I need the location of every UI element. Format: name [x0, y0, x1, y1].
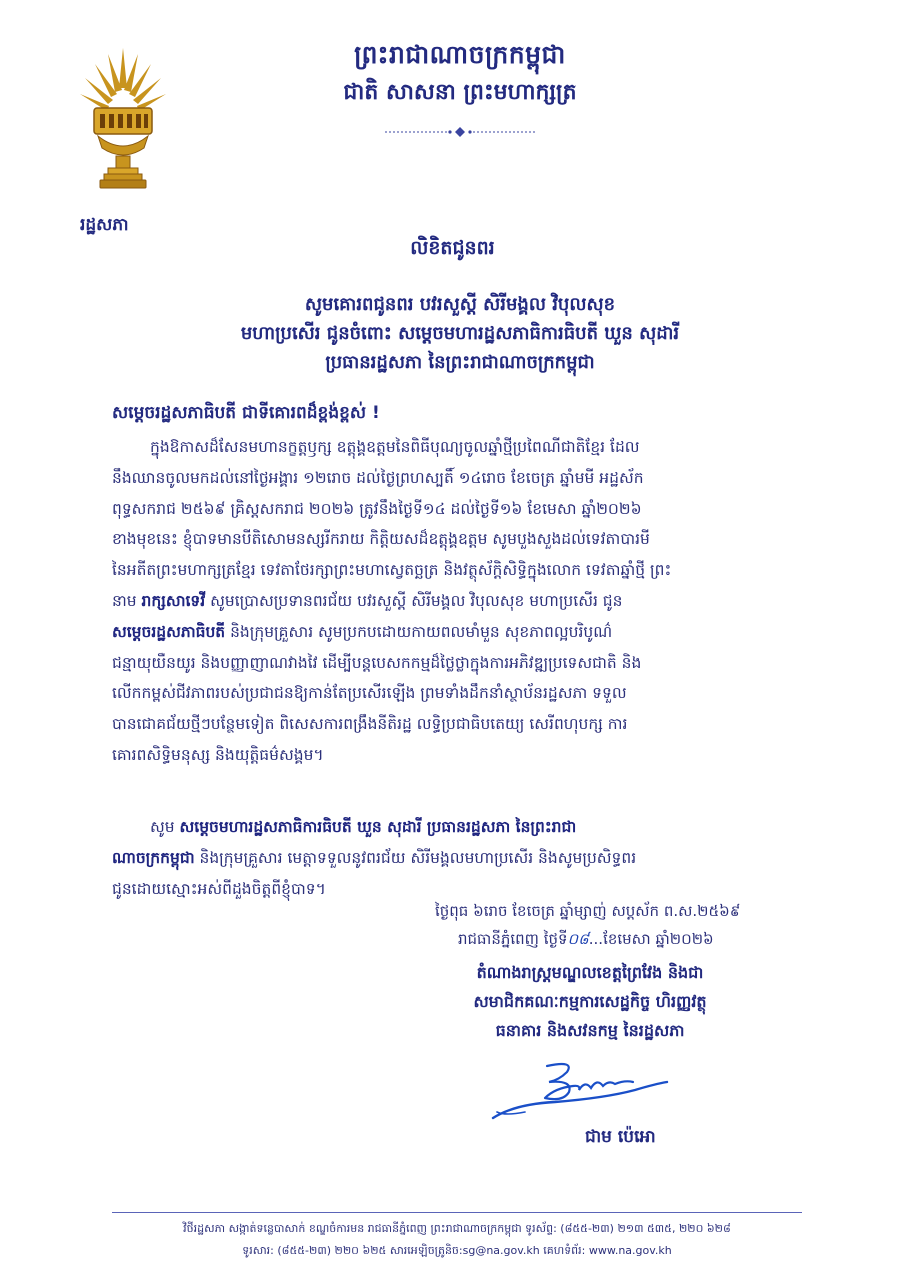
- handwritten-day: ០៨: [567, 930, 589, 948]
- body-line: សម្តេចរដ្ឋសភាធិបតី និងក្រុមគ្រួសារ សូមប្រកបដោយកាយពលមាំមួន សុខភាពល្អបរិបូណ៌: [112, 622, 613, 641]
- salutation-line: មហាប្រសើរ ជូនចំពោះ សម្តេចមហារដ្ឋសភាធិការធិបតី ឃួន សុដារី: [240, 323, 680, 344]
- month-suffix: ...ខែមេសា ឆ្នាំ២០២៦: [588, 930, 714, 948]
- signatory-title-block: [380, 958, 800, 1045]
- document-title: លិខិតជូនពរ: [410, 237, 495, 259]
- institution-name: រដ្ឋសភា: [80, 215, 129, 235]
- body-line: នឹងឈានចូលមកដល់នៅថ្ងៃអង្គារ ១២រោច ដល់ថ្ងៃព្រហស្បតិ៍ ១៤រោច ខែចេត្រ ឆ្នាំមមី អដ្ឋស័ក: [112, 468, 644, 487]
- place-date: [458, 930, 714, 952]
- footer-divider: [112, 1212, 802, 1213]
- salutation-line: ប្រធានរដ្ឋសភា នៃព្រះរាជាណាចក្រកម្ពុជា: [325, 352, 595, 373]
- closing-paragraph: [112, 812, 792, 904]
- signatory-title-line: សមាជិកគណៈកម្មការសេដ្ឋកិច្ច ហិរញ្ញវត្ថុ: [473, 992, 707, 1011]
- signatory-name: ជាម ប៉េអោ: [585, 1127, 656, 1147]
- body-line: ក្នុងឱកាសដ៏សែនមហានក្ខត្តឫក្ស ឧត្តុង្គឧត្តមនៃពិធីបុណ្យចូលឆ្នាំថ្មីប្រពៃណីជាតិខ្មែរ ដែល: [150, 438, 640, 456]
- kingdom-heading: ព្រះរាជាណាចក្រកម្ពុជា: [354, 40, 566, 69]
- body-line: គោរពសិទ្ធិមនុស្ស និងយុត្តិធម៌សង្គម។: [112, 745, 324, 764]
- body-line: ពុទ្ធសករាជ ២៥៦៩ គ្រិស្តសករាជ ២០២៦ ត្រូវនឹងថ្ងៃទី១៤ ដល់ថ្ងៃទី១៦ ខែមេសា ឆ្នាំ២០២៦: [112, 499, 642, 518]
- salutation-block: [140, 290, 780, 377]
- body-line: បានជោគជ័យថ្មីៗបន្ថែមទៀត ពិសេសការពង្រឹងនីតិរដ្ឋ លទ្ធិប្រជាធិបតេយ្យ សេរីពហុបក្ស ការ: [112, 715, 628, 734]
- lunar-date: ថ្ងៃពុធ ៦រោច ខែចេត្រ ឆ្នាំម្សាញ់ សប្តស័ក ព.ស.២៥៦៩: [435, 902, 741, 920]
- letter-body: [112, 432, 792, 771]
- place-prefix: រាជធានីភ្នំពេញ ថ្ងៃទី: [458, 930, 568, 948]
- body-line: នាម រាក្សសាទេវី សូមប្រោសប្រទានពរជ័យ បវរសួស្តី សិរីមង្គល វិបុលសុខ មហាប្រសើរ ជូន: [112, 591, 623, 610]
- closing-line: សូម សម្តេចមហារដ្ឋសភាធិការធិបតី ឃួន សុដារី ប្រធានរដ្ឋសភា នៃព្រះរាជា: [150, 818, 577, 836]
- closing-line: ណាចក្រកម្ពុជា និងក្រុមគ្រួសារ មេត្តាទទួលនូវពរជ័យ សិរីមង្គលមហាប្រសើរ និងសូមប្រសិទ្ធពរ: [112, 848, 637, 867]
- ornament-divider-icon: [385, 126, 535, 138]
- closing-line: ជូនដោយស្មោះអស់ពីដួងចិត្តពីខ្ញុំបាទ។: [112, 879, 326, 898]
- handwritten-signature-icon: [485, 1058, 675, 1128]
- body-line: ជន្មាយុយឺនយូរ និងបញ្ញាញាណវាងវៃ ដើម្បីបន្តបេសកកម្មដ៏ថ្លៃថ្លាក្នុងការអភិវឌ្ឍប្រទេសជាតិ និង: [112, 653, 642, 672]
- signatory-title-line: ធនាគារ និងសវនកម្ម នៃរដ្ឋសភា: [495, 1021, 685, 1040]
- signatory-title-line: តំណាងរាស្ត្រមណ្ឌលខេត្តព្រៃវែង និងជា: [476, 963, 704, 982]
- body-line: លើកកម្ពស់ជីវភាពរបស់ប្រជាជនឱ្យកាន់តែប្រសើរឡើង ព្រមទាំងដឹកនាំស្ថាប័នរដ្ឋសភា ទទួល: [112, 684, 627, 703]
- greeting: សម្តេចរដ្ឋសភាធិបតី ជាទីគោរពដ៏ខ្ពង់ខ្ពស់ !: [112, 403, 380, 423]
- national-assembly-emblem-icon: [78, 48, 168, 198]
- body-line: នៃអតីតព្រះមហាក្សត្រខ្មែរ ទេវតាថែរក្សាព្រះមហាស្វេតច្ឆត្រ និងវត្ថុស័ក្តិសិទ្ធិក្នុងលោក ទេវតាឆ្នាំថ្មី ព្រះ: [112, 561, 672, 580]
- footer-contact: ទូរសារ: (៨៥៥-២៣) ២២០ ៦២៥ សារអេឡិចត្រូនិច:sg@na.gov.kh គេហទំព័រ: www.na.gov.kh: [242, 1244, 672, 1257]
- salutation-line: សូមគោរពជូនពរ បវរសួស្តី សិរីមង្គល វិបុលសុខ: [304, 294, 616, 315]
- footer-address: វិថីរដ្ឋសភា សង្កាត់ទន្លេបាសាក់ ខណ្ឌចំការមន រាជធានីភ្នំពេញ ព្រះរាជាណាចក្រកម្ពុជា ទូរស័ព្ទ: (៨៥៥-២៣) ២១៣ ៥៣៥, ២២០ ៦២៨: [183, 1222, 731, 1235]
- body-line: ខាងមុខនេះ ខ្ញុំបាទមានបីតិសោមនស្សរីករាយ កិត្តិយសដ៏ឧត្តុង្គឧត្តម សូមបួងសួងដល់ទេវតាបារមី: [112, 530, 650, 549]
- national-motto: ជាតិ សាសនា ព្រះមហាក្សត្រ: [343, 80, 577, 105]
